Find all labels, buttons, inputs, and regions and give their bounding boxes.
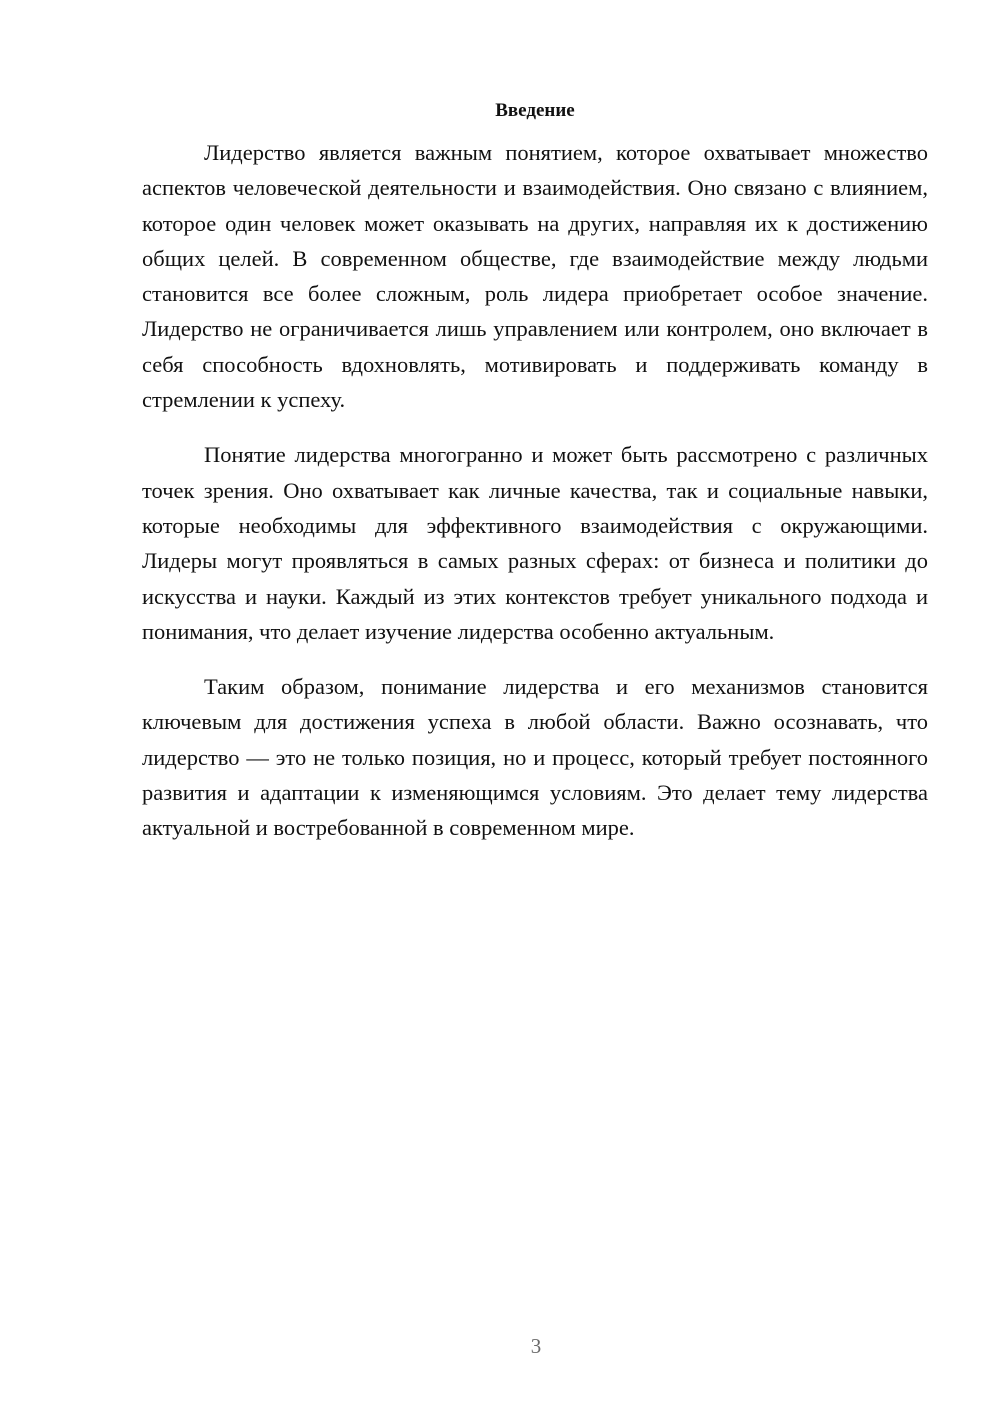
paragraph-3: Таким образом, понимание лидерства и его механизмов становится ключевым для достижения успеха в любой области. Важно осознавать, что лидерство — это не только позиция, но и процесс, который требует постоянного развития и адаптации к изменяющимся условиям. Это делает тему лидерства актуальной и востребованной в современном мире. [142,674,928,841]
paragraph-2: Понятие лидерства многогранно и может быть рассмотрено с различных точек зрения. Оно охватывает как личные качества, так и социальные навыки, которые необходимы для эффективного взаимодействия с окружающими. Лидеры могут проявляться в самых разных сферах: от бизнеса и политики до искусства и науки. Каждый из этих контекстов требует уникального подхода и понимания, что делает изучение лидерства особенно актуальным. [142,442,928,644]
section-heading: Введение [495,100,575,121]
paragraph-1: Лидерство является важным понятием, которое охватывает множество аспектов человеческой деятельности и взаимодействия. Оно связано с влиянием, которое один человек может оказывать на других, направляя их к достижению общих целей. В современном обществе, где взаимодействие между людьми становится все более сложным, роль лидера приобретает особое значение. Лидерство не ограничивается лишь управлением или контролем, оно включает в себя способность вдохновлять, мотивировать и поддерживать команду в стремлении к успеху. [142,140,928,413]
page-content [142,96,928,846]
page-number: 3 [530,1334,542,1358]
